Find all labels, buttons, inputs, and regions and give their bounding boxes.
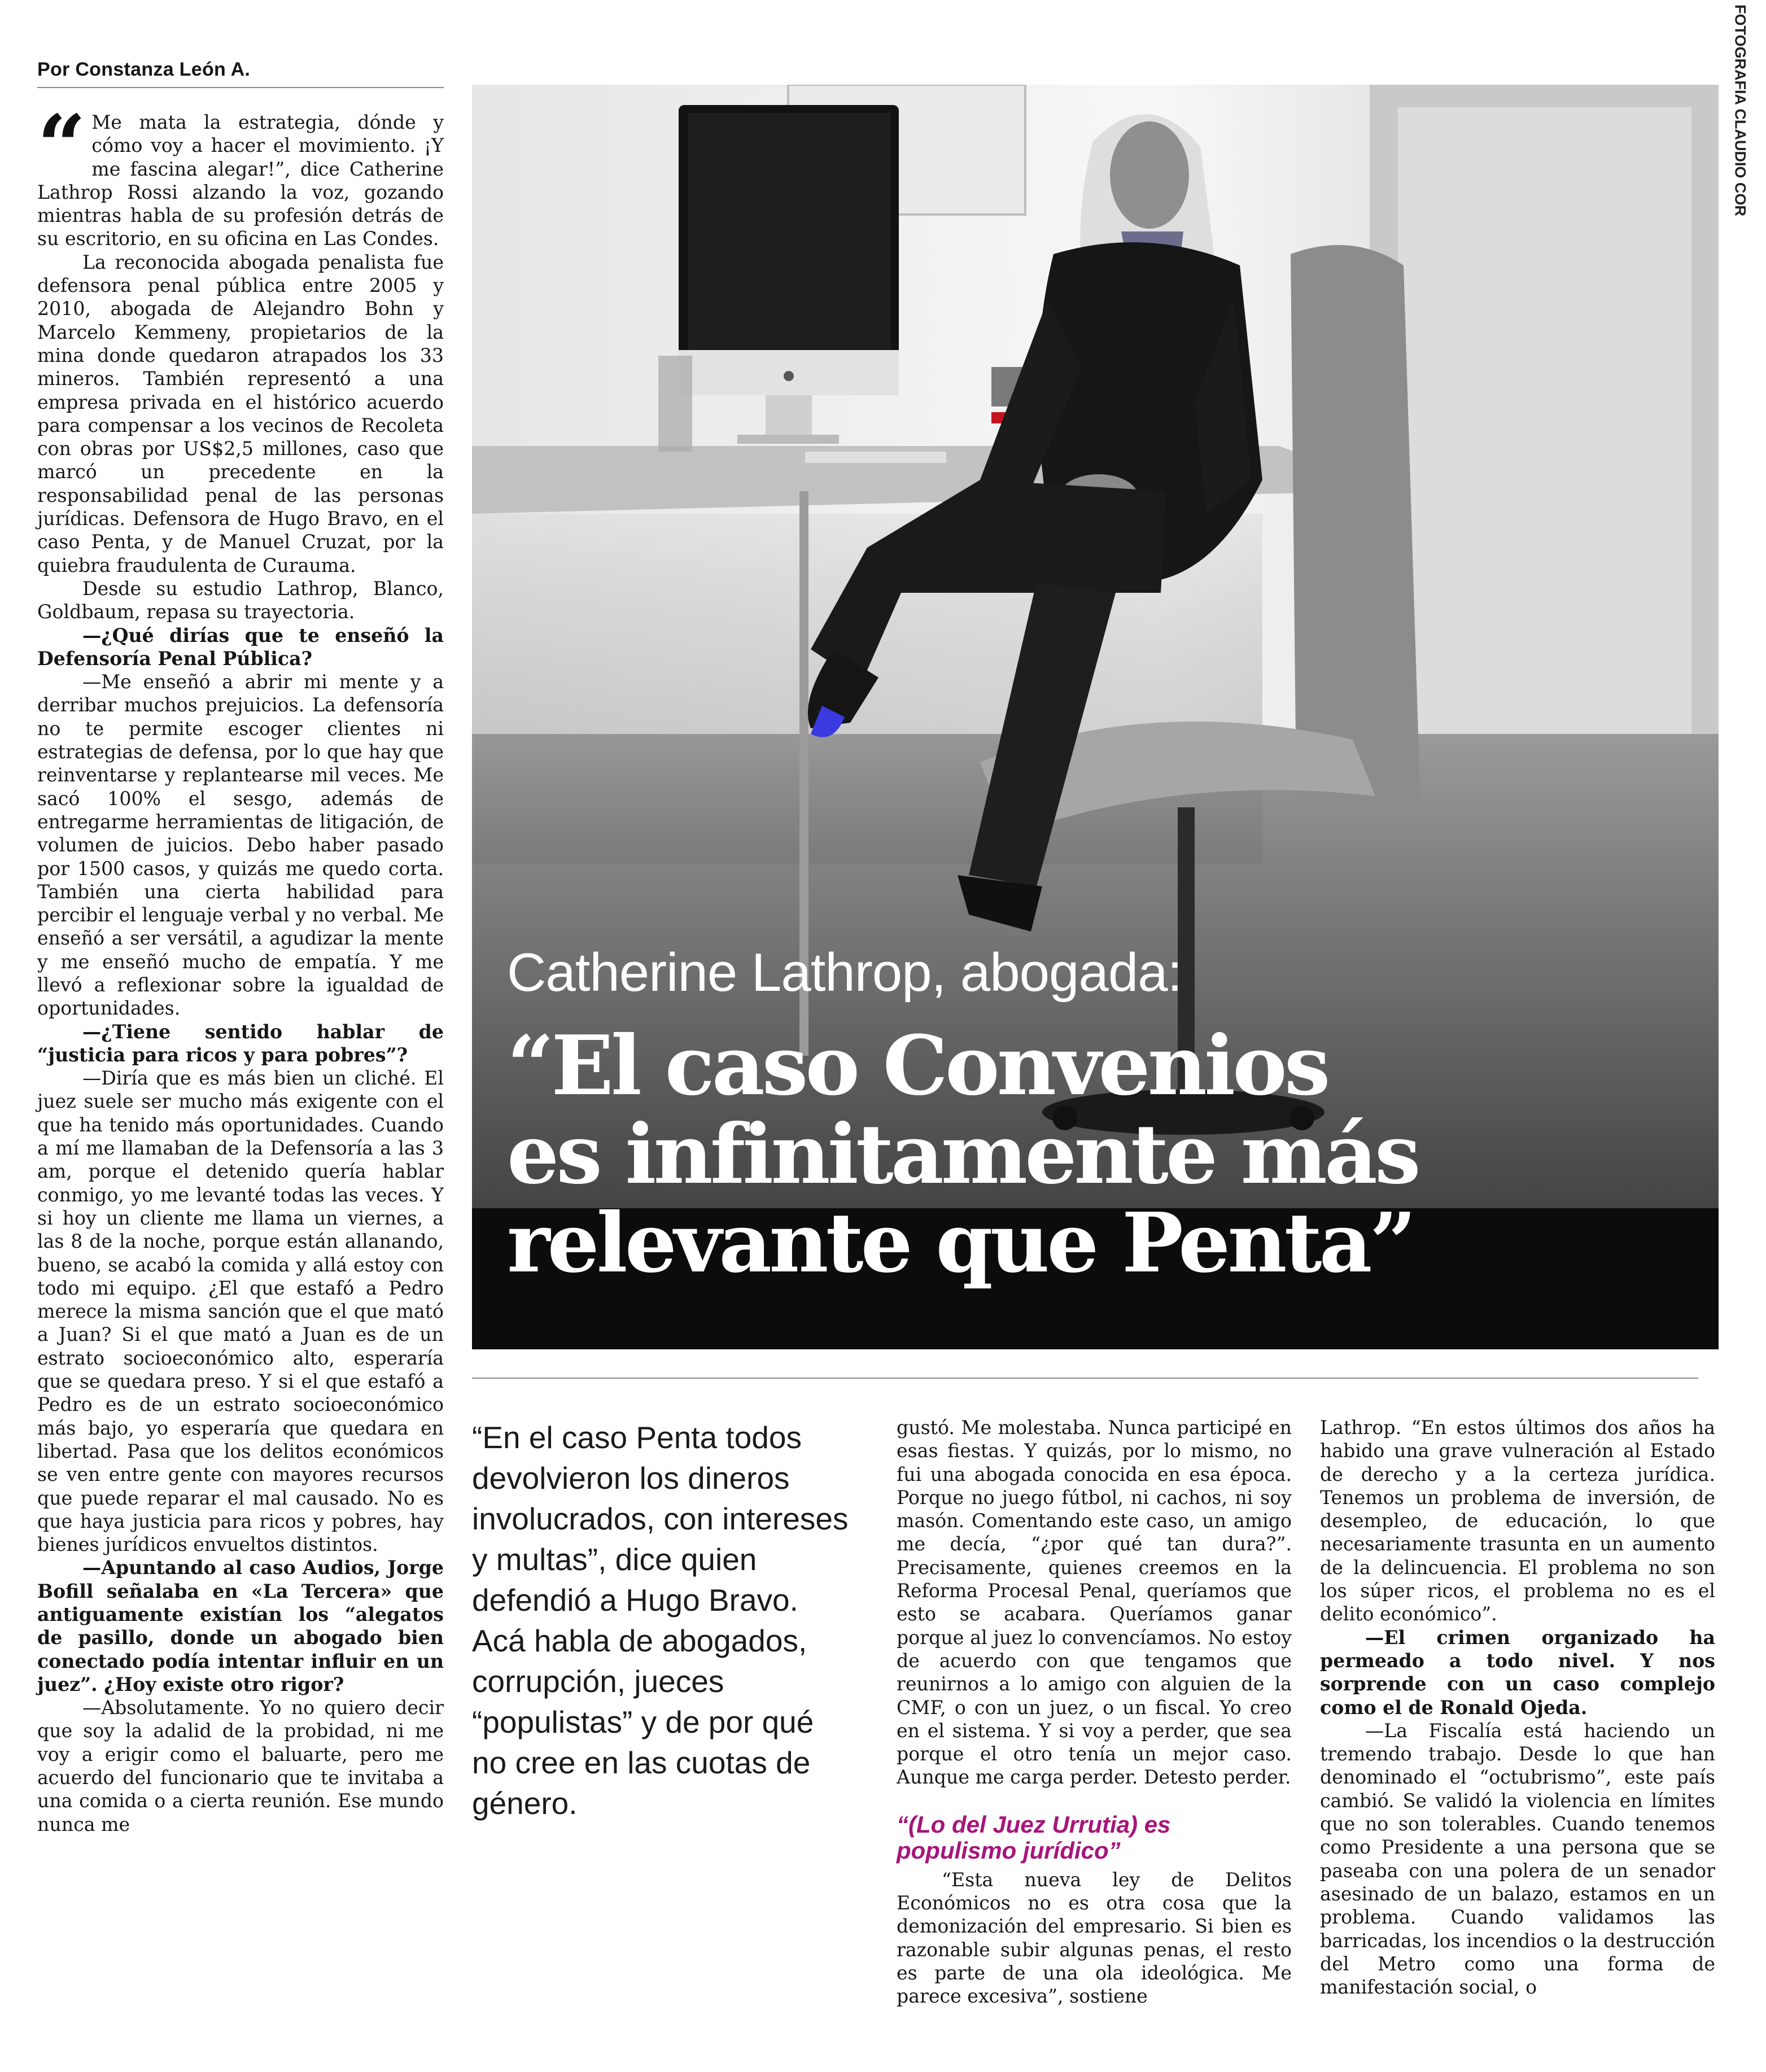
kicker: Catherine Lathrop, abogada: <box>507 942 1182 1003</box>
question: —¿Tiene sentido hablar de “justicia para ricos y para pobres”? <box>37 1020 444 1066</box>
paragraph: “Esta nueva ley de Delitos Económicos no es otra cosa que la demonización del empresario. Si bien es razonable subir algunas penas, el resto es parte de una ola ideológica. Me parece excesiva”, sostiene <box>897 1868 1292 2008</box>
answer: —La Fiscalía está haciendo un tremendo trabajo. Desde lo que han denominado el “octubrismo”, este país cambió. Se validó la violencia en límites que no son tolerables. Cuando tenemos como Presidente a una persona que se paseaba con una polera de un senador asesinado de un balazo, estamos en un problema. Cuando validamos las barricadas, los incendios o la destrucción del Metro como una forma de manifestación social, o <box>1320 1719 1715 1999</box>
lead-text: Me mata la estrategia, dónde y cómo voy a hacer el movimiento. ¡Y me fascina alegar!”, dice Catherine Lathrop Rossi alzando la voz, gozando mientras habla de su profesión detrás de su escritorio, en su oficina en Las Condes. <box>37 111 444 250</box>
byline-rule <box>37 87 444 88</box>
headline <box>507 1018 1715 1291</box>
headline-line: relevante que Penta” <box>507 1195 1414 1291</box>
answer: —Diría que es más bien un cliché. El juez suele ser mucho más exigente con el que ha tenido más oportunidades. Cuando a mí me llamaban de la Defensoría a las 3 am, porque el detenido quería hablar conmigo, yo me levanté todas las veces. Y si hoy un cliente me llama un viernes, a las 8 de la noche, porque están allanando, bueno, se acabó la comida y allá estoy con todo mi equipo. ¿El que estafó a Pedro merece la misma sanción que el que mató a Juan? Si el que mató a Juan es de un estrato socioeconómico alto, esperaría que se quedara preso. Y si el que estafó a Pedro es de un estrato socioeconómico más bajo, yo esperaría que quedara en libertad. Pasa que los delitos económicos se ven entre gente con mayores recursos que puede reparar el mal causado. No es que haya justicia para ricos y pobres, hay bienes jurídicos envueltos distintos. <box>37 1067 444 1556</box>
section-rule <box>472 1378 1698 1379</box>
article-column-1 <box>37 97 444 1836</box>
pull-quote: “En el caso Penta todos devolvieron los dineros involucrados, con intereses y multas”, dice quien defendió a Hugo Bravo. Acá habla de abogados, corrupción, jueces “populistas” y de por qué no cree en las cuotas de género. <box>472 1420 849 1821</box>
paragraph: gustó. Me molestaba. Nunca participé en esas fiestas. Y quizás, por lo mismo, no fui una abogada conocida en esa época. Porque no juego fútbol, ni cachos, ni soy masón. Comentando este caso, un amigo me decía, “¿por qué tan dura?”. Precisamente, quienes creemos en la Reforma Procesal Penal, queríamos que esto se acabara. Queríamos ganar porque al juez lo convencíamos. No estoy de acuerdo con que tengamos que reunirnos a lo amigo con alguien de la CMF, o con un juez, o un fiscal. Yo creo en el sistema. Y si voy a perder, que sea porque el otro tenía un mejor caso. Aunque me carga perder. Detesto perder. <box>897 1417 1292 1789</box>
answer: —Me enseñó a abrir mi mente y a derribar muchos prejuicios. La defensoría no te permite escoger clientes ni estrategias de defensa, por lo que hay que reinventarse y replantearse mil veces. Me sacó 100% el sesgo, además de entregarme herramientas de litigación, de volumen de juicios. Debo haber pasado por 1500 casos, y quizás me quedo corta. También una cierta habilidad para percibir el lenguaje verbal y no verbal. Me enseñó a ser versátil, a agudizar la mente y me enseñó mucho de empatía. Y me llevó a reflexionar sobre la igualdad de oportunidades. <box>37 671 444 1020</box>
question: —¿Qué dirías que te enseñó la Defensoría Penal Pública? <box>37 624 444 670</box>
subheading: “(Lo del Juez Urrutia) es populismo jurídico” <box>897 1811 1171 1864</box>
apple-logo-icon <box>784 371 794 381</box>
paragraph: Lathrop. “En estos últimos dos años ha habido una grave vulneración al Estado de derecho y a la certeza jurídica. Tenemos un problema de inversión, de desempleo, de educación, lo que necesariamente trasunta en un aumento de la delincuencia. El problema no son los súper ricos, el problema no es el delito económico”. <box>1320 1417 1715 1625</box>
answer: —Absolutamente. Yo no quiero decir que soy la adalid de la probidad, ni me voy a erigir como el baluarte, pero me acuerdo del funcionario que te invitaba a una comida o a cierta reunión. Ese mundo nunca me <box>37 1697 444 1835</box>
byline: Por Constanza León A. <box>37 59 251 80</box>
article-column-4 <box>1320 1416 1715 1999</box>
photo-credit-text: FOTOGRAFIA CLAUDIO COR <box>1732 5 1749 216</box>
lead-paragraph <box>37 97 444 251</box>
headline-line: es infinitamente más <box>507 1107 1418 1203</box>
paragraph: Desde su estudio Lathrop, Blanco, Goldbaum, repasa su trayectoria. <box>37 577 444 623</box>
headline-line: “El caso Convenios <box>507 1018 1328 1114</box>
quote-mark-icon: “ <box>37 97 86 196</box>
photo-credit <box>1723 5 1757 216</box>
article-column-3 <box>897 1416 1292 2008</box>
question: —Apuntando al caso Audios, Jorge Bofill señalaba en «La Tercera» que antiguamente existían los “alegatos de pasillo, donde un abogado bien conectado podía intentar influir en un juez”. ¿Hoy existe otro rigor? <box>37 1557 444 1695</box>
question: —El crimen organizado ha permeado a todo nivel. Y nos sorprende con un caso complejo como el de Ronald Ojeda. <box>1320 1626 1715 1719</box>
paragraph: La reconocida abogada penalista fue defensora penal pública entre 2005 y 2010, abogada de Alejandro Bohn y Marcelo Kemmeny, propietarios de la mina donde quedaron atrapados los 33 mineros. También representó a una empresa privada en el histórico acuerdo para compensar a los vecinos de Recoleta con obras por US$2,5 millones, caso que marcó un precedente en la responsabilidad penal de las personas jurídicas. Defensora de Hugo Bravo, en el caso Penta, y de Manuel Cruzat, por la quiebra fraudulenta de Curauma. <box>37 251 444 576</box>
